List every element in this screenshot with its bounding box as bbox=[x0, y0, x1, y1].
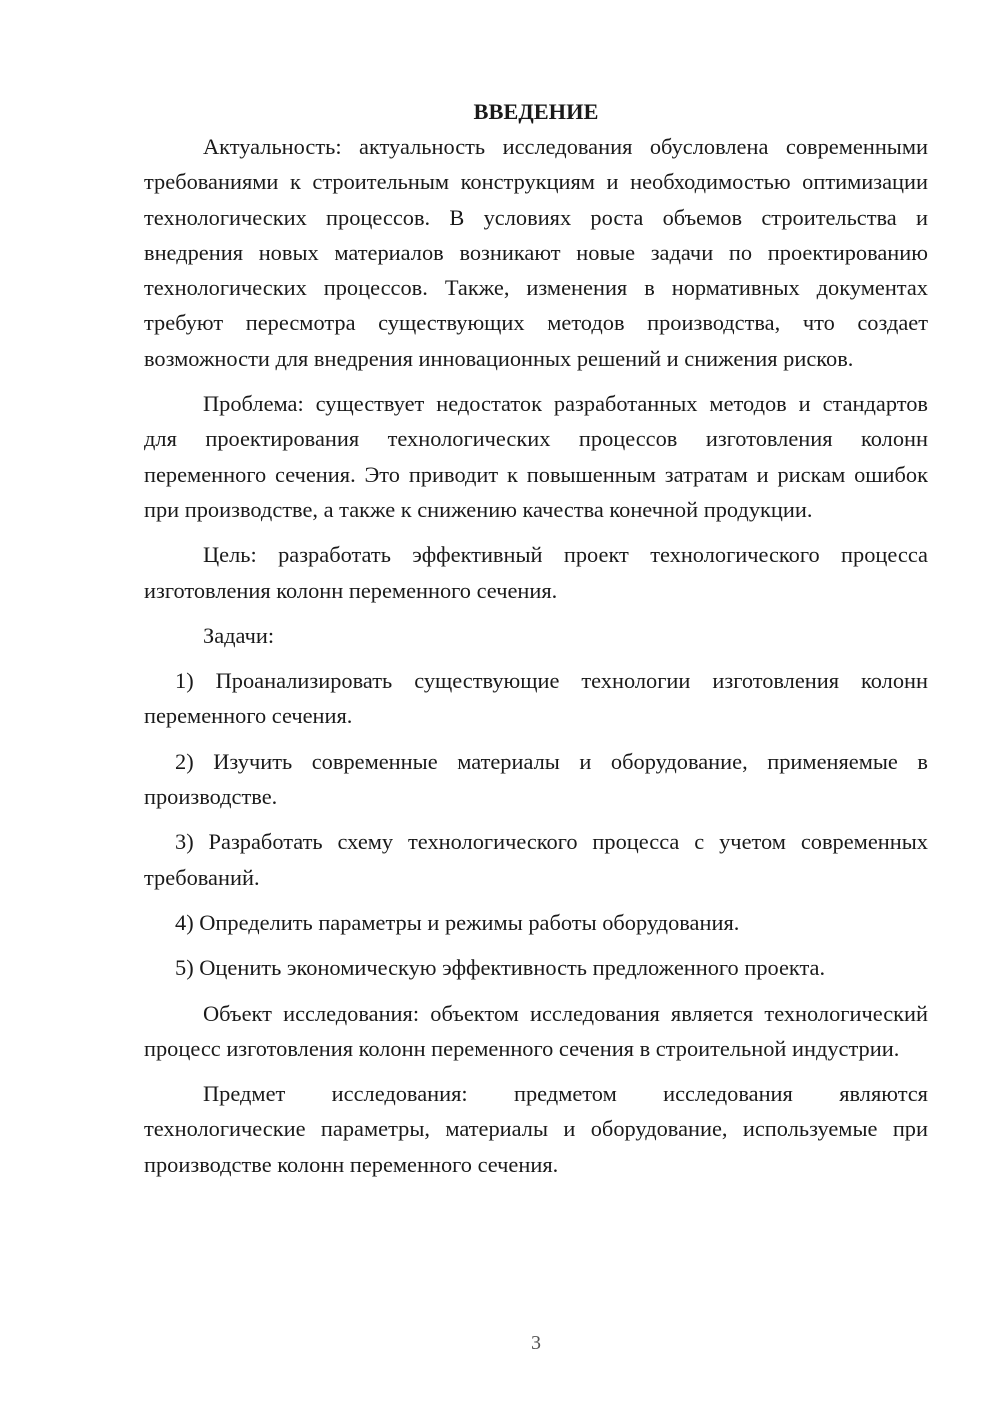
task-item-5: 5) Оценить экономическую эффективность предложенного проекта. bbox=[175, 955, 826, 981]
paragraph-relevance: Актуальность: актуальность исследования обусловлена современными требованиями к строительным конструкциям и необходимостью оптимизации технологических процессов. В условиях роста объемов строительства и внедрения новых материалов возникают новые задачи по проектированию технологических процессов. Также, изменения в нормативных документах требуют пересмотра существующих методов производства, что создает возможности для внедрения инновационных решений и снижения рисков. bbox=[144, 134, 928, 371]
task-item-1: 1) Проанализировать существующие технологии изготовления колонн переменного сечения. bbox=[144, 668, 928, 729]
task-item-4: 4) Определить параметры и режимы работы оборудования. bbox=[175, 909, 740, 935]
task-item-2: 2) Изучить современные материалы и оборудование, применяемые в производстве. bbox=[144, 748, 928, 810]
paragraph-object: Объект исследования: объектом исследования является технологический процесс изготовления колонн переменного сечения в строительной индустрии. bbox=[144, 1000, 928, 1061]
section-heading: ВВЕДЕНИЕ bbox=[473, 99, 599, 124]
paragraph-goal: Цель: разработать эффективный проект технологического процесса изготовления колонн переменного сечения. bbox=[144, 542, 928, 603]
task-item-3: 3) Разработать схему технологического процесса с учетом современных требований. bbox=[144, 829, 928, 890]
paragraph-problem: Проблема: существует недостаток разработанных методов и стандартов для проектирования технологических процессов изготовления колонн переменного сечения. Это приводит к повышенным затратам и рискам ошибок при производстве, а также к снижению качества конечной продукции. bbox=[144, 391, 928, 522]
page-content bbox=[144, 94, 928, 1182]
page-number: 3 bbox=[531, 1332, 541, 1354]
paragraph-subject: Предмет исследования: предметом исследования являются технологические параметры, материалы и оборудование, используемые при производстве колонн переменного сечения. bbox=[144, 1081, 928, 1177]
tasks-label: Задачи: bbox=[203, 622, 275, 648]
